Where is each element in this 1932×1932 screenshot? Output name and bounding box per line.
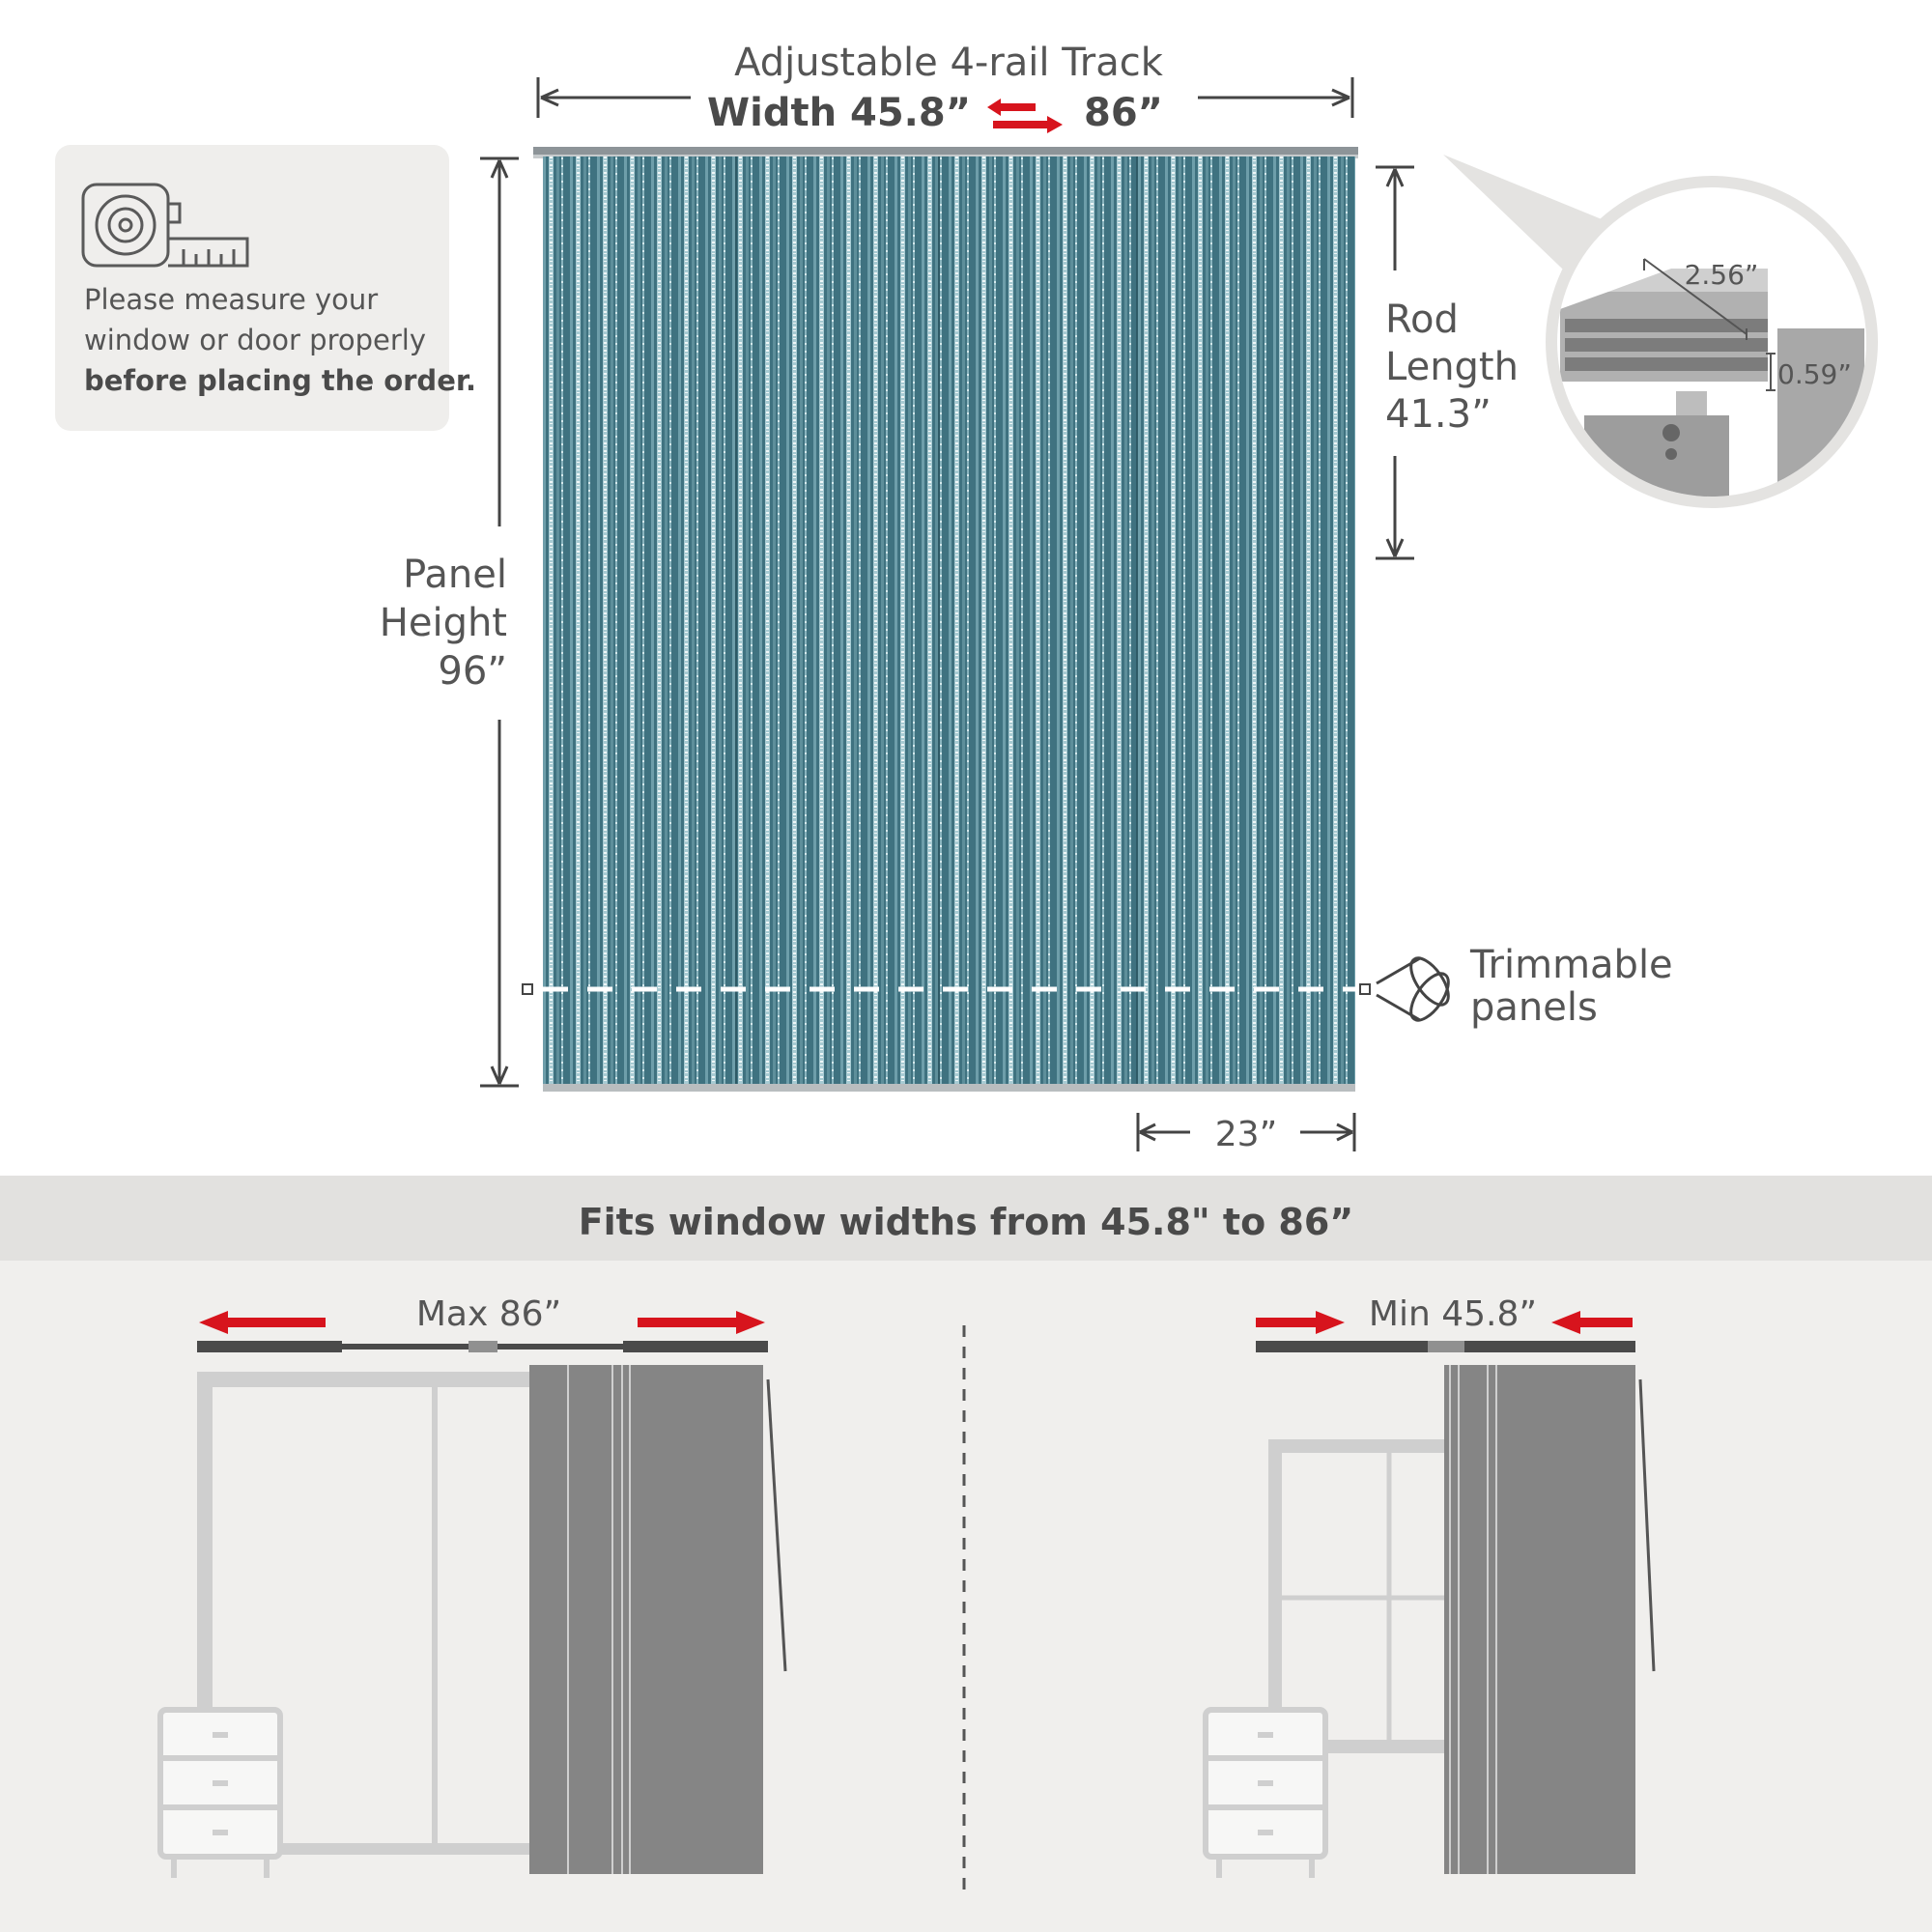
panel-height-label-3: 96” — [438, 649, 507, 694]
width-max-label: 86” — [1084, 91, 1163, 135]
bracket-height-label: 0.59” — [1777, 358, 1852, 390]
dresser-right — [1206, 1710, 1325, 1878]
max-width-label: Max 86” — [415, 1294, 562, 1334]
scissors-icon — [1377, 952, 1456, 1027]
min-width-label: Min 45.8” — [1368, 1294, 1538, 1334]
note-line-1: Please measure your — [84, 283, 379, 316]
bottom-section — [0, 1176, 1932, 1932]
fabric-panel-4 — [1137, 156, 1355, 1086]
fabric-panel-3 — [939, 156, 1137, 1086]
fabric-panel-2 — [736, 156, 939, 1086]
stacked-panels-right — [1444, 1365, 1654, 1874]
rod-length-label-3: 41.3” — [1385, 392, 1492, 437]
fabric-panel-1 — [543, 156, 736, 1086]
trim-label-1: Trimmable — [1470, 943, 1673, 987]
panel-height-label-2: Height — [379, 601, 507, 645]
track-title: Adjustable 4-rail Track — [734, 41, 1163, 85]
top-section — [55, 41, 1878, 1154]
bracket-callout — [1443, 155, 1878, 531]
fabric-panels — [543, 156, 1355, 1092]
panel-height-label-1: Panel — [403, 553, 507, 597]
width-min-label: Width 45.8” — [707, 91, 971, 135]
trim-label-2: panels — [1470, 985, 1598, 1030]
note-line-2: window or door properly — [84, 324, 426, 356]
rod-length-label-2: Length — [1385, 345, 1519, 389]
note-bold-line: before placing the order. — [84, 364, 477, 397]
panel-width-label: 23” — [1214, 1115, 1278, 1154]
fit-banner-text: Fits window widths from 45.8" to 86” — [578, 1201, 1354, 1243]
bracket-width-label: 2.56” — [1684, 259, 1759, 291]
adjust-arrows-icon — [987, 99, 1063, 133]
stacked-panels-left — [529, 1365, 785, 1874]
dresser-left — [160, 1710, 280, 1878]
measure-note — [55, 145, 476, 431]
rod-length-label-1: Rod — [1385, 298, 1459, 342]
